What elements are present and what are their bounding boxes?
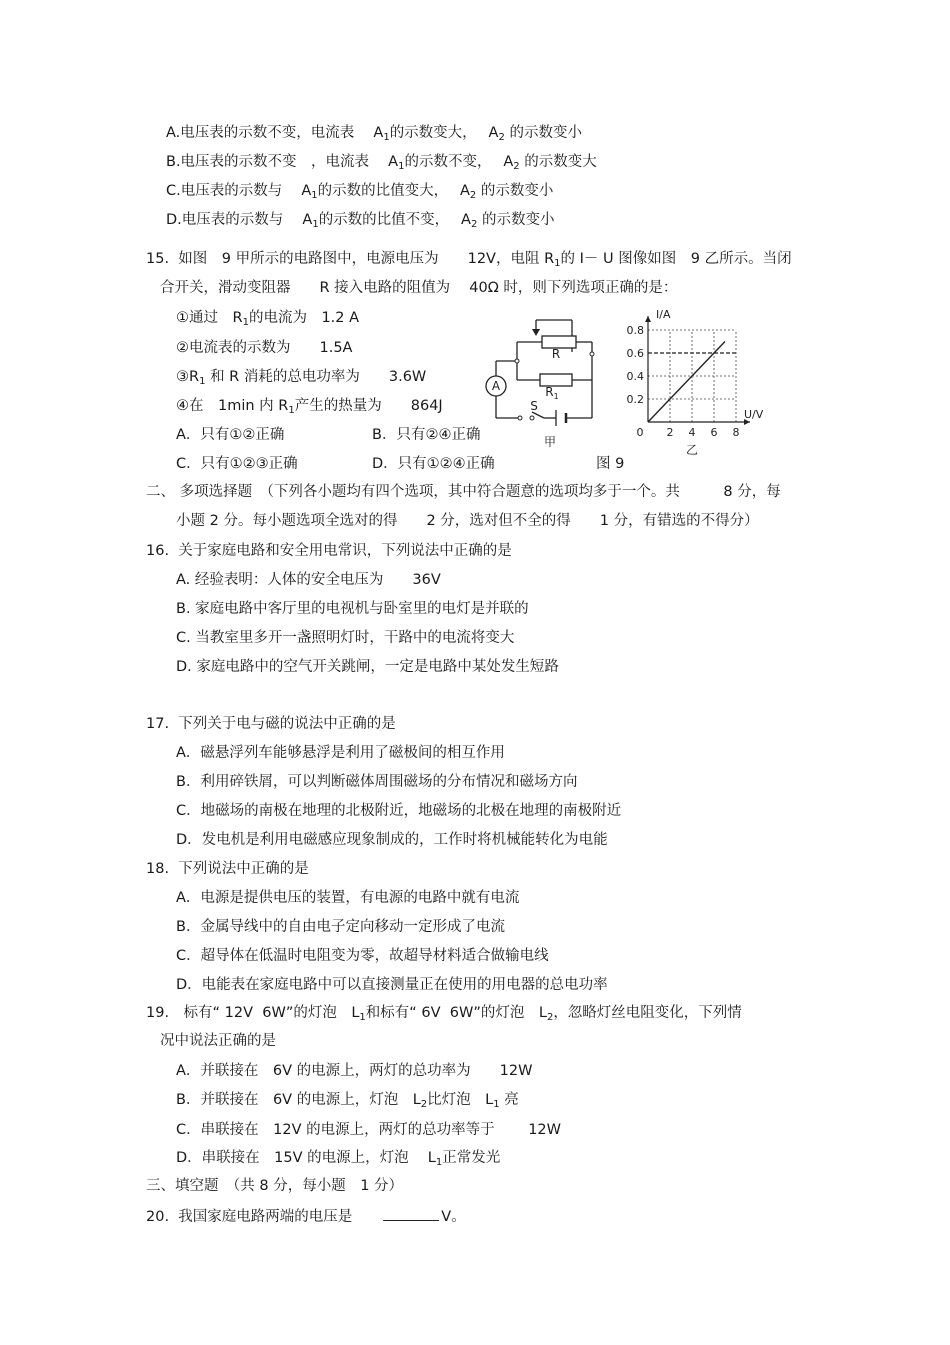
x-tick-label: 0 (636, 426, 644, 439)
x-tick-label: 2 (666, 426, 674, 439)
section2-heading-line1: 二、 多项选择题 （下列各小题均有四个选项，其中符合题意的选项均多于一个。共 8 分，每 (146, 484, 781, 500)
q14-option-b: B.电压表的示数不变 ，电流表 $A_1$的示数不变， $A_2$ 的示数变大 (166, 154, 597, 172)
q15-option-a: A．只有①②正确 (176, 427, 285, 443)
q18-option-a: A．电源是提供电压的装置，有电源的电路中就有电流 (176, 890, 520, 906)
q19-option-c: C．串联接在 12V 的电源上，两灯的总功率等于 12W (176, 1122, 561, 1138)
q15-option-c: C．只有①②③正确 (176, 456, 298, 472)
q17-option-b: B．利用碎铁屑，可以判断磁体周围磁场的分布情况和磁场方向 (176, 774, 578, 790)
y-axis-label: I/A (656, 308, 671, 321)
x-tick-label: 4 (688, 426, 696, 439)
resistor-r1-label: $R_1$ (545, 385, 559, 401)
q19-option-d: D．串联接在 15V 的电源上，灯泡 $L_1$正常发光 (176, 1150, 501, 1168)
q17-stem: 17. 下列关于电与磁的说法中正确的是 (146, 716, 396, 732)
resistor-r-label: R (551, 347, 561, 361)
q18-stem: 18. 下列说法中正确的是 (146, 861, 309, 877)
ammeter-label: A (491, 379, 501, 393)
q15-option-b: B．只有②④正确 (372, 427, 481, 443)
q14-option-c: C.电压表的示数与 $A_1$的示数的比值变大， $A_2$ 的示数变小 (166, 183, 554, 201)
x-axis-label: U/V (744, 408, 764, 421)
q15-item-3: $③R_1$ 和 R 消耗的总电功率为 3.6W (176, 369, 427, 387)
y-tick-label: 0.2 (626, 393, 644, 406)
q16-option-d: D. 家庭电路中的空气开关跳闸，一定是电路中某处发生短路 (176, 659, 559, 675)
q16-stem: 16. 关于家庭电路和安全用电常识，下列说法中正确的是 (146, 543, 512, 559)
figure-caption: 图 9 (596, 456, 625, 472)
q18-option-b: B．金属导线中的自由电子定向移动一定形成了电流 (176, 919, 505, 935)
q17-option-a: A．磁悬浮列车能够悬浮是利用了磁极间的相互作用 (176, 745, 505, 761)
q16-option-b: B. 家庭电路中客厅里的电视机与卧室里的电灯是并联的 (176, 601, 529, 617)
y-axis-arrow (645, 316, 651, 322)
q20-stem: 20. 我国家庭电路两端的电压是 V。 (146, 1206, 466, 1227)
q19-option-a: A．并联接在 6V 的电源上，两灯的总功率为 12W (176, 1063, 533, 1079)
q19-stem-line2: 况中说法正确的是 (160, 1033, 276, 1049)
y-tick-label: 0.4 (626, 370, 644, 383)
section3-heading: 三、填空题 （共 8 分，每小题 1 分） (146, 1178, 404, 1194)
y-tick-label: 0.6 (626, 347, 644, 360)
y-tick-label: 0.8 (626, 324, 644, 337)
graph-label: 乙 (685, 443, 699, 457)
x-tick-label: 8 (732, 426, 740, 439)
q15-item-4: ④在 1min 内 $R_1$产生的热量为 864J (176, 398, 443, 416)
q15-item-1: ①通过 $R_1$的电流为 1.2 A (176, 310, 360, 328)
q16-option-c: C. 当教室里多开一盏照明灯时，干路中的电流将变大 (176, 630, 515, 646)
q20-answer-blank[interactable] (383, 1206, 439, 1221)
q15-stem-line2: 合开关，滑动变阻器 R 接入电路的阻值为 40Ω 时，则下列选项正确的是： (160, 280, 678, 296)
switch-label: S (530, 399, 538, 413)
q17-option-d: D．发电机是利用电磁感应现象制成的，工作时将机械能转化为电能 (176, 832, 608, 848)
q18-option-d: D．电能表在家庭电路中可以直接测量正在使用的用电器的总电功率 (176, 977, 608, 993)
q18-option-c: C．超导体在低温时电阻变为零，故超导材料适合做输电线 (176, 948, 549, 964)
q15-option-d: D．只有①②④正确 (372, 456, 495, 472)
q19-option-b: B．并联接在 6V 的电源上，灯泡 $L_2$比灯泡 $L_1$ 亮 (176, 1092, 519, 1110)
circuit-diagram (484, 314, 614, 454)
x-tick-label: 6 (710, 426, 718, 439)
q15-stem-line1: 15. 如图 9 甲所示的电路图中，电源电压为 12V，电阻 $R_1$的 I－ U 图像如图 9 乙所示。当闭 (146, 251, 792, 269)
q14-option-a: A.电压表的示数不变，电流表 $A_1$的示数变大， $A_2$ 的示数变小 (166, 125, 582, 143)
q16-option-a: A. 经验表明：人体的安全电压为 36V (176, 572, 441, 588)
q19-stem-line1: 19. 标有“ 12V 6W”的灯泡 $L_1$和标有“ 6V 6W”的灯泡 $L_2$，忽略灯丝电阻变化，下列情 (146, 1005, 742, 1023)
q17-option-c: C．地磁场的南极在地理的北极附近，地磁场的北极在地理的南极附近 (176, 803, 622, 819)
q14-option-d: D.电压表的示数与 $A_1$的示数的比值不变， $A_2$ 的示数变小 (166, 212, 555, 230)
iu-graph (620, 304, 780, 462)
section2-heading-line2: 小题 2 分。每小题选项全选对的得 2 分，选对但不全的得 1 分，有错选的不得分） (176, 513, 759, 529)
circuit-label: 甲 (543, 435, 557, 449)
q15-item-2: ②电流表的示数为 1.5A (176, 340, 353, 356)
